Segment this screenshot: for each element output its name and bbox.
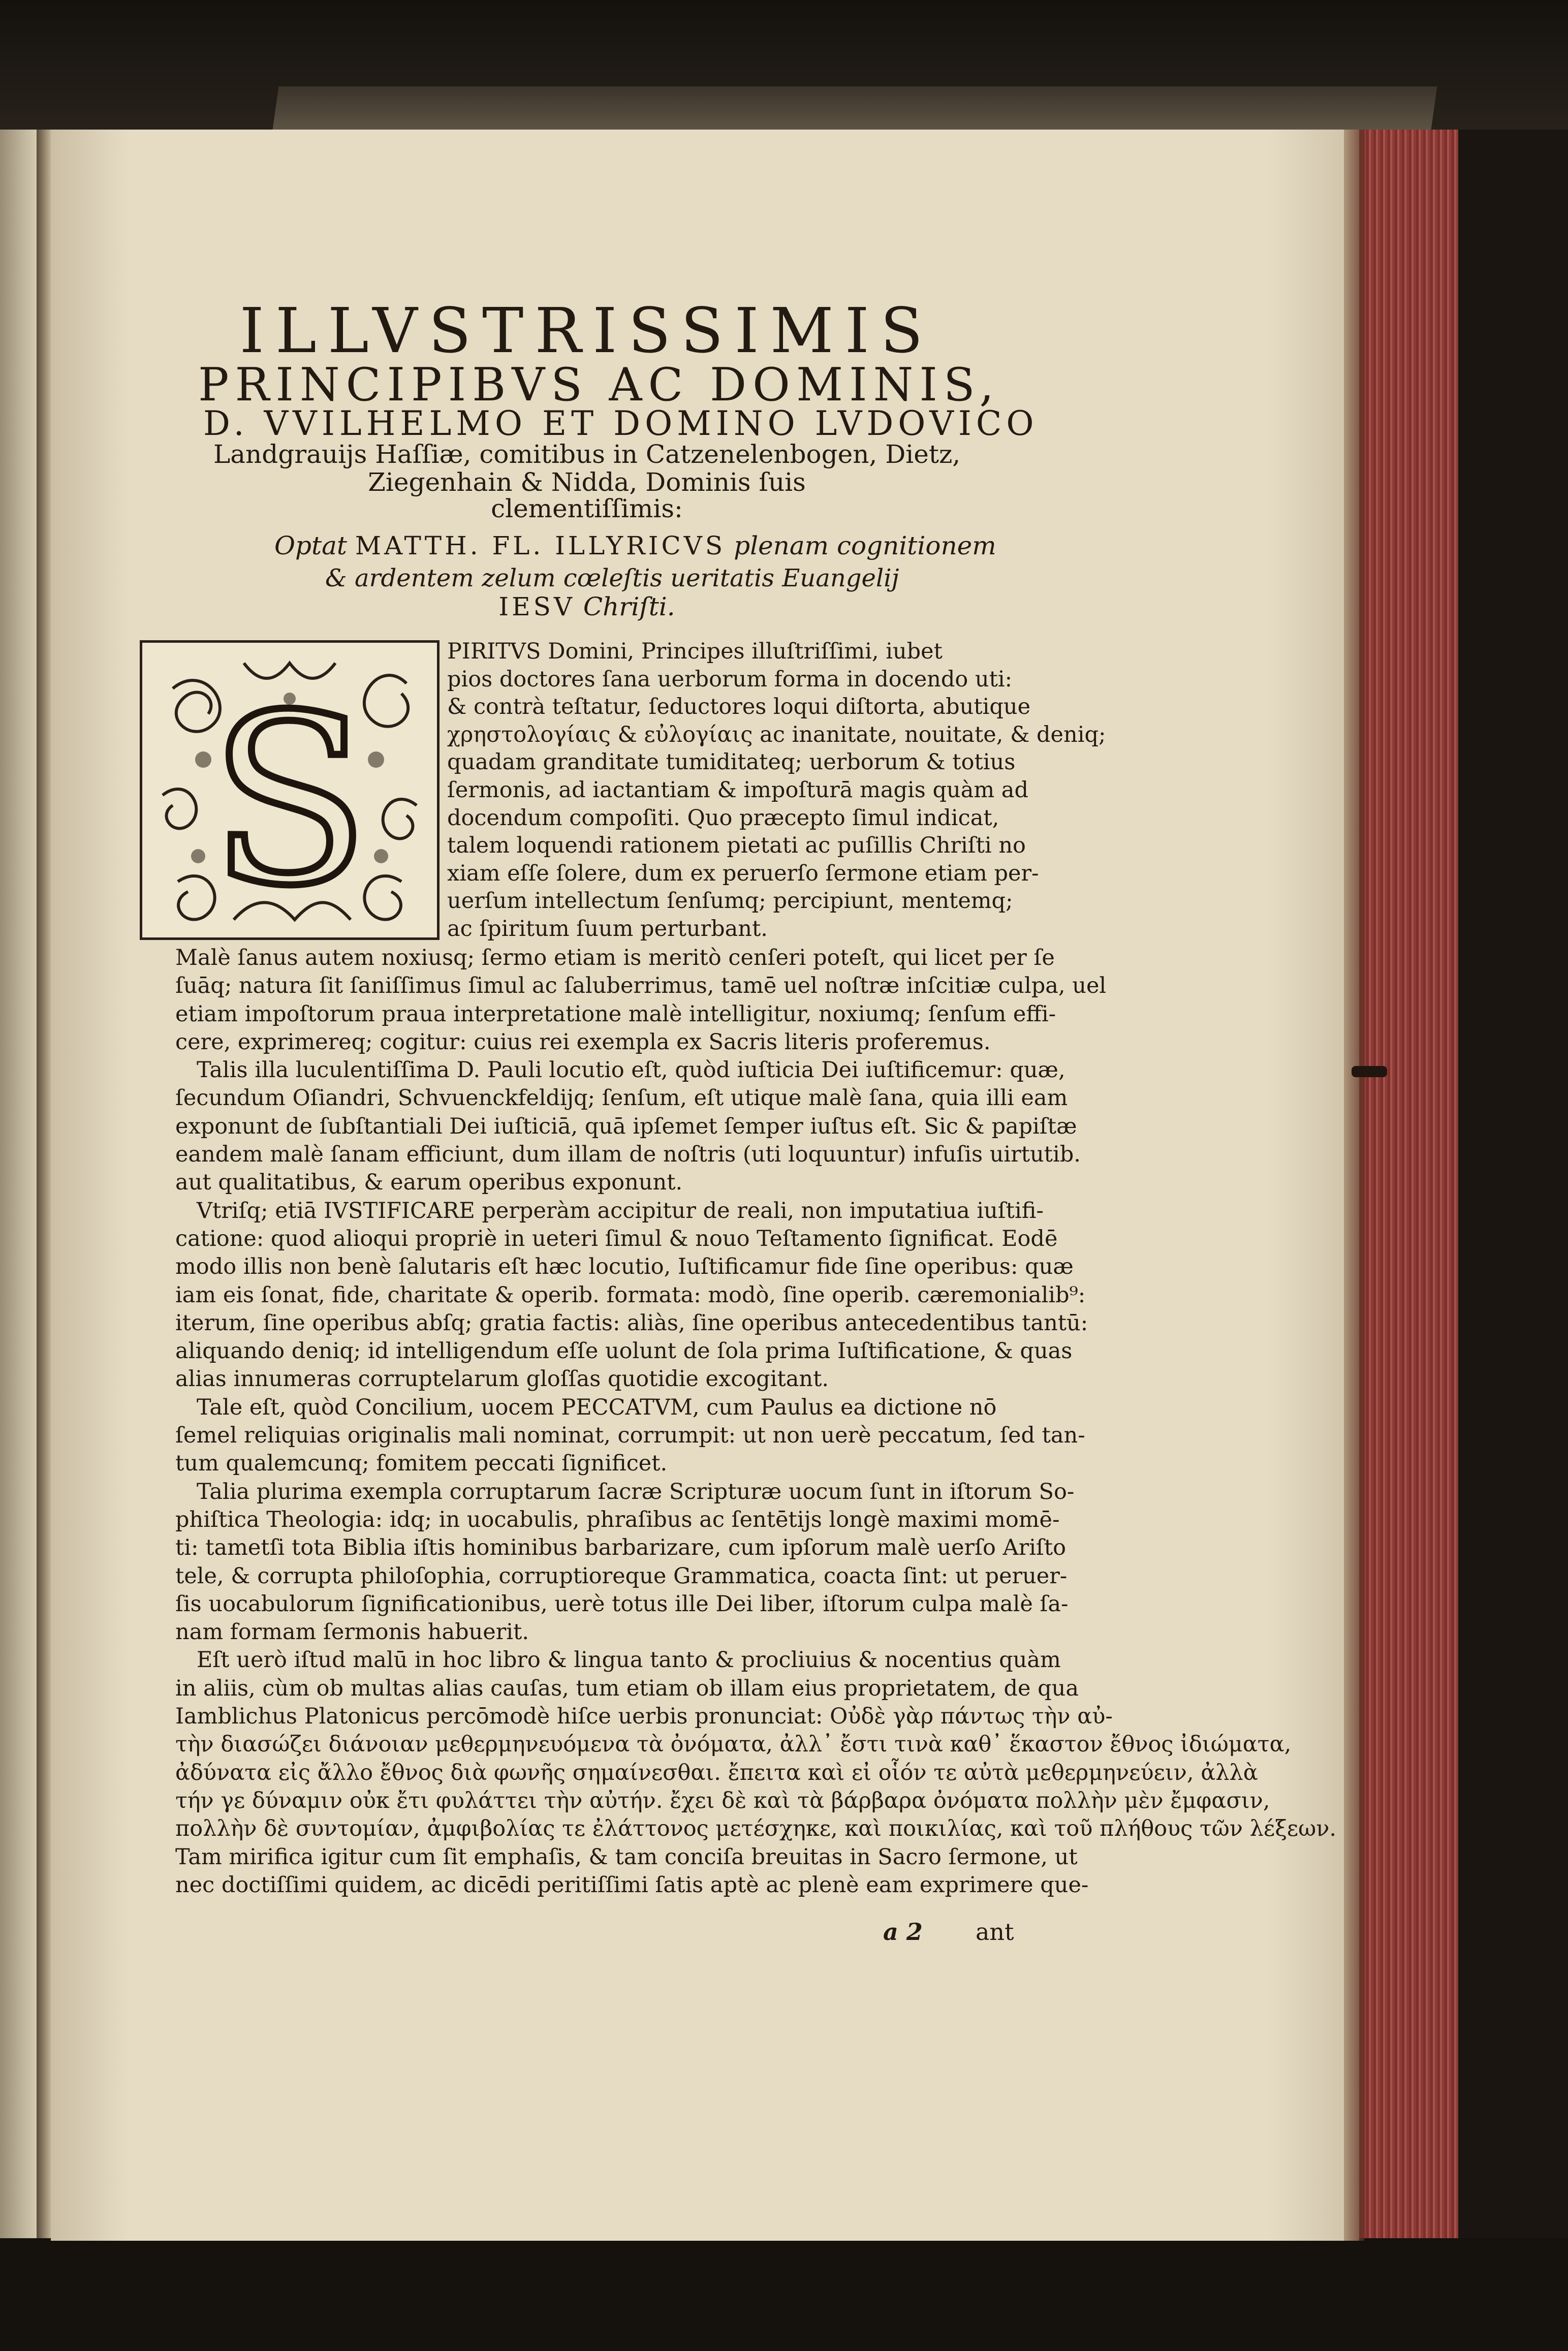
body-line: ſemel reliquias originalis mali nominat, corrumpit: ut non uerè peccatum, ſed tan- (175, 1423, 1085, 1449)
body-line: eandem malè ſanam efficiunt, dum illam de noſtris (uti loquuntur) infuſis uirtutib. (175, 1142, 1081, 1168)
body-line: tum qualemcunq; fomitem peccati ſignificet. (175, 1451, 668, 1477)
initial-letter: S (209, 665, 370, 937)
page-edge-shadow (1344, 130, 1364, 2241)
intro-line: docendum compoſiti. Quo præcepto ſimul indicat, (447, 805, 999, 831)
body-line: modo illis non benè ſalutaris eſt hæc locutio, Iuſtificamur fide ſine operibus: quæ (175, 1254, 1074, 1280)
previous-page-edge (0, 130, 38, 2238)
greeting-line-2: & ardentem zelum cœleſtis ueritatis Euangelij (325, 564, 899, 592)
body-line: iterum, ſine operibus abſq; gratia factis: aliàs, ſine operibus antecedentibus tantū: (175, 1310, 1088, 1336)
body-line: in aliis, cùm ob multas alias cauſas, tum etiam ob illam eius proprietatem, de qua (175, 1675, 1079, 1701)
intro-line: & contrà teſtatur, ſeductores loqui diſtorta, abutique (447, 694, 1031, 720)
greeting-line-3 (457, 592, 716, 621)
body-line: iam eis ſonat, fide, charitate & operib. formata: modò, ſine operib. cæremonialib⁹: (175, 1282, 1086, 1308)
decorated-initial-art (142, 643, 437, 937)
intro-line: uerſum intellectum ſenſumq; percipiunt, mentemq; (447, 888, 1013, 914)
greeting-line-1-rest: plenam cognitionem (734, 531, 996, 560)
body-line: ſuāq; natura ſit ſaniſſimus ſimul ac ſaluberrimus, tamē uel noſtræ inſcitiæ culpa, uel (175, 973, 1107, 999)
intro-line: quadam granditate tumiditateq; uerborum & totius (447, 749, 1016, 775)
intro-line: xiam eſſe ſolere, dum ex peruerſo ſermone etiam per- (447, 860, 1039, 886)
intro-paragraph (447, 638, 1106, 943)
title-line-1: ILLVSTRISSIMIS (239, 295, 934, 367)
body-line: ἀδύνατα εἰς ἄλλο ἔθνος διὰ φωνῆς σημαίνεσθαι. ἔπειτα καὶ εἰ οἷόν τε αὐτὰ μεθερμηνεύειν, ἀλλὰ (175, 1760, 1258, 1785)
body-line: nam formam ſermonis habuerit. (175, 1619, 529, 1645)
page-fore-edge (1359, 130, 1458, 2241)
body-line: Malè ſanus autem noxiusq; ſermo etiam is meritò cenſeri poteſt, qui licet per ſe (175, 945, 1055, 970)
greeting-author: MATTH. FL. ILLYRICVS (355, 531, 726, 560)
body-line: cere, exprimereq; cogitur: cuius rei exempla ex Sacris literis proferemus. (175, 1029, 991, 1055)
body-line: Talia plurima exempla corruptarum ſacræ Scripturæ uocum ſunt in iſtorum So- (197, 1479, 1075, 1504)
signature-mark: a 2 (883, 1918, 923, 1946)
title-line-4: Landgrauijs Haſſiæ, comitibus in Catzenelenbogen, Dietz, (213, 440, 961, 469)
body-line: ſis uocabulorum ſignificationibus, uerè totus ille Dei liber, iſtorum culpa malè ſa- (175, 1591, 1069, 1617)
body-line: Tam mirifica igitur cum ſit emphaſis, & tam conciſa breuitas in Sacro ſermone, ut (175, 1844, 1078, 1870)
body-line: ti: tametſi tota Biblia iſtis hominibus barbarizare, cum ipſorum malè uerſo Ariſto (175, 1535, 1067, 1561)
body-line: tele, & corrupta philoſophia, corruptioreque Grammatica, coacta ſint: ut peruer- (175, 1563, 1068, 1589)
body-line: Vtriſq; etiā IVSTIFICARE perperàm accipitur de reali, non imputatiua iuſtifi- (197, 1198, 1044, 1224)
greeting-christi: Chriſti. (583, 592, 675, 621)
body-line: τήν γε δύναμιν οὐκ ἔτι φυλάττει τὴν αὐτήν. ἔχει δὲ καὶ τὰ βάρβαρα ὀνόματα πολλὴν μὲν ἔμφασιν, (175, 1788, 1270, 1813)
catchword: ant (976, 1918, 1014, 1946)
background-bottom (0, 2238, 1568, 2351)
body-line: πολλὴν δὲ συντομίαν, ἀμφιβολίας τε ἐλάττονος μετέσχηκε, καὶ ποικιλίας, καὶ τοῦ πλήθους τῶν λέξεων. (175, 1816, 1337, 1842)
body-line: τὴν διασώζει διάνοιαν μεθερμηνευόμενα τὰ ὀνόματα, ἀλλ᾽ ἔστι τινὰ καθ᾽ ἕκαστον ἔθνος ἰδιώματα, (175, 1732, 1292, 1758)
body-line: Tale eſt, quòd Concilium, uocem PECCATVM, cum Paulus ea dictione nō (197, 1394, 997, 1420)
body-line: aut qualitatibus, & earum operibus exponunt. (175, 1170, 683, 1196)
greeting-iesu: IESV (498, 592, 575, 621)
body-line: ſecundum Oſiandri, Schvuenckfeldijq; ſenſum, eſt utique malè ſana, quia illi eam (175, 1085, 1068, 1111)
background-right (1458, 130, 1568, 2241)
body-line: phiſtica Theologia: idq; in uocabulis, phraſibus ac ſentētijs longè maximi momē- (175, 1507, 1060, 1532)
body-line: Eſt uerò iſtud malū in hoc libro & lingua tanto & procliuius & nocentius quàm (197, 1647, 1061, 1673)
ribbon-marker (1352, 1066, 1387, 1077)
title-line-3: D. VVILHELMO ET DOMINO LVDOVICO (203, 404, 1039, 443)
intro-line: ſermonis, ad iactantiam & impoſturā magis quàm ad (447, 777, 1028, 803)
body-line: alias innumeras corruptelarum gloſſas quotidie excogitant. (175, 1366, 829, 1392)
body-line: Iamblichus Platonicus percōmodè hiſce uerbis pronunciat: Οὐδὲ γὰρ πάντως τὴν αὐ- (175, 1704, 1113, 1730)
body-line: Talis illa luculentiſſima D. Pauli locutio eſt, quòd iuſticia Dei iuſtificemur: quæ, (197, 1057, 1065, 1083)
intro-line: pios doctores ſana uerborum forma in docendo uti: (447, 666, 1013, 692)
intro-line: χρηστολογίαις & εὐλογίαις ac inanitate, nouitate, & deniq; (447, 722, 1106, 747)
body-line: etiam impoſtorum praua interpretatione malè intelligitur, noxiumq; ſenſum effi- (175, 1001, 1056, 1027)
intro-line: talem loquendi rationem pietati ac puſillis Chriſti no (447, 833, 1026, 859)
title-line-6: clementiſſimis: (491, 494, 683, 523)
body-line: exponunt de ſubſtantiali Dei iuſticiā, quā ipſemet ſemper iuſtus eſt. Sic & papiſtæ (175, 1113, 1077, 1139)
decorated-initial (140, 640, 440, 940)
body-line: nec doctiſſimi quidem, ac dicēdi peritiſſimi ſatis aptè ac plenè eam exprimere que- (175, 1872, 1089, 1898)
title-line-5: Ziegenhain & Nidda, Dominis ſuis (368, 467, 806, 497)
body-line: catione: quod alioqui propriè in ueteri ſimul & nouo Teſtamento ſignificat. Eodē (175, 1226, 1058, 1251)
body-text (175, 944, 1337, 1899)
title-line-2: PRINCIPIBVS AC DOMINIS, (198, 358, 1000, 412)
intro-line: ac ſpiritum ſuum perturbant. (447, 916, 768, 942)
greeting-optat: Optat (274, 531, 347, 560)
greeting-line-1 (274, 531, 996, 560)
intro-line: PIRITVS Domini, Principes illuſtriſſimi, iubet (447, 639, 943, 664)
body-line: aliquando deniq; id intelligendum eſſe uolunt de ſola prima Iuſtificatione, & quas (175, 1338, 1073, 1364)
